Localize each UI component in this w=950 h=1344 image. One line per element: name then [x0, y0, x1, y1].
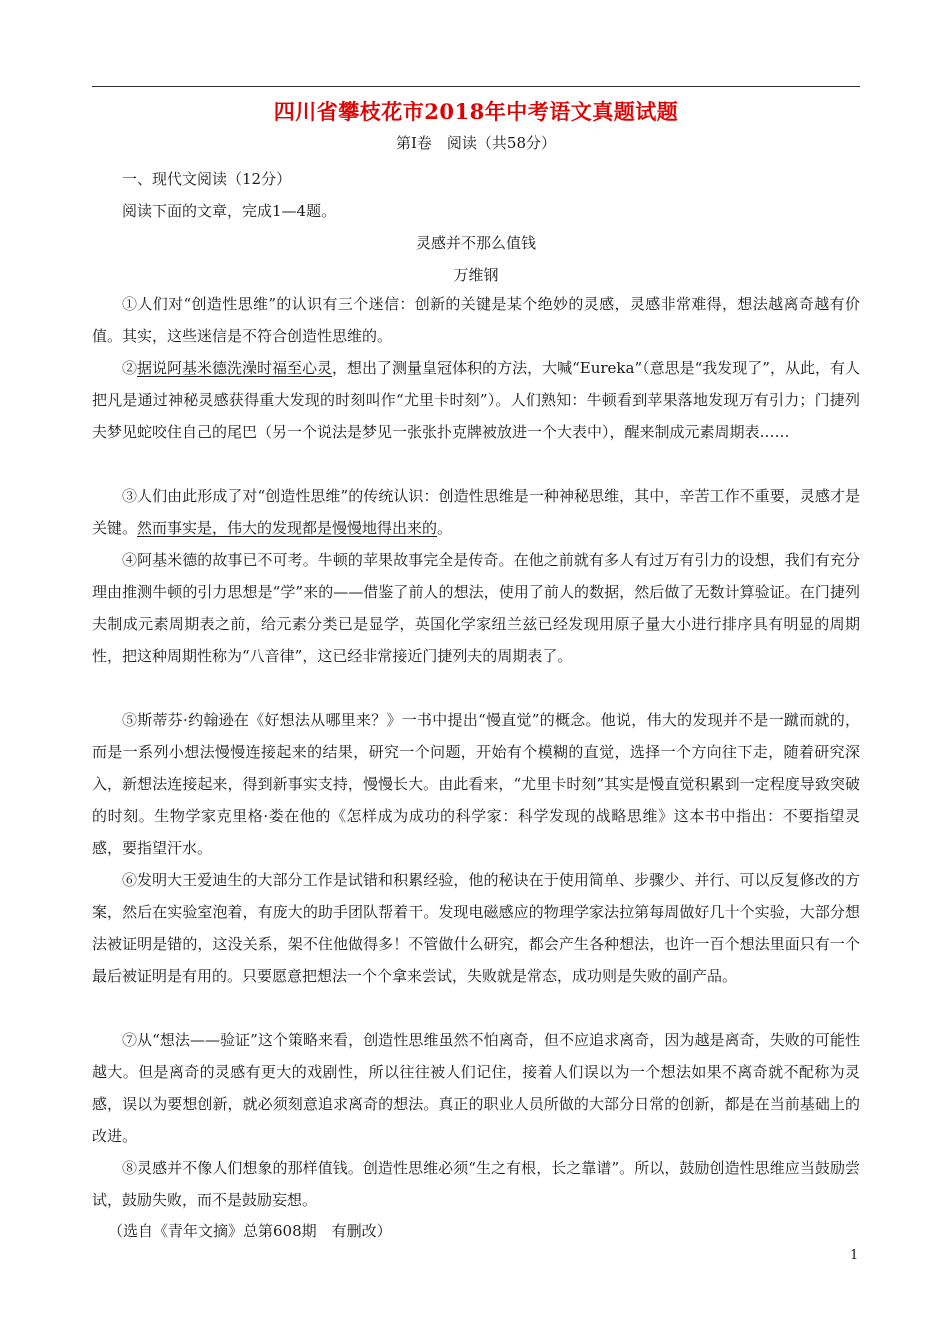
article-title: 灵感并不那么值钱: [415, 234, 536, 252]
paragraph-3-end: 。: [437, 519, 453, 537]
page-number: 1: [850, 1248, 859, 1263]
page-title: 四川省攀枝花市2018年中考语文真题试题: [273, 99, 679, 124]
section-subtitle: 第Ⅰ卷 阅读（共58分）: [395, 134, 556, 152]
paragraph-4: ④阿基米德的故事已不可考。牛顿的苹果故事完全是传奇。在他之前就有多人有过万有引力的设想，我们有充分理由推测牛顿的引力思想是“学”来的——借鉴了前人的想法，使用了前人的数据，然后做了无数计算验证。在门捷列夫制成元素周期表之前，给元素分类已是显学，英国化学家纽兰兹已经发现用原子量大小进行排序具有明显的周期性，把这种周期性称为“八音律”，这已经非常接近门捷列夫的周期表了。: [92, 551, 860, 665]
paragraph-2-underlined: 据说阿基米德洗澡时福至心灵: [137, 359, 333, 377]
paragraph-8: ⑧灵感并不像人们想象的那样值钱。创造性思维必须“生之有根，长之靠谱”。所以，鼓励创造性思维应当鼓励尝试，鼓励失败，而不是鼓励妄想。: [92, 1159, 860, 1209]
instruction-text: 阅读下面的文章，完成1—4题。: [122, 202, 337, 220]
paragraph-3: [92, 480, 860, 544]
paragraph-5: ⑤斯蒂芬·约翰逊在《好想法从哪里来？》一书中提出“慢直觉”的概念。他说，伟大的发现并不是一蹴而就的，而是一系列小想法慢慢连接起来的结果，研究一个问题，开始有个模糊的直觉，选择一个方向往下走，随着研究深入，新想法连接起来，得到新事实支持，慢慢长大。由此看来，“尤里卡时刻”其实是慢直觉积累到一定程度导致突破的时刻。生物学家克里格·娄在他的《怎样成为成功的科学家：科学发现的战略思维》这本书中指出：不要指望灵感，要指望汗水。: [92, 711, 860, 857]
paragraph-7: ⑦从“想法——验证”这个策略来看，创造性思维虽然不怕离奇，但不应追求离奇，因为越是离奇，失败的可能性越大。但是离奇的灵感有更大的戏剧性，所以往往被人们记住，接着人们误以为一个想法如果不离奇就不配称为灵感，误以为要想创新，就必须刻意追求离奇的想法。真正的职业人员所做的大部分日常的创新，都是在当前基础上的改进。: [92, 1031, 860, 1145]
section-heading: 一、现代文阅读（12分）: [122, 170, 292, 188]
paragraph-6: ⑥发明大王爱迪生的大部分工作是试错和积累经验，他的秘诀在于使用简单、步骤少、并行、可以反复修改的方案，然后在实验室泡着，有庞大的助手团队帮着干。发现电磁感应的物理学家法拉第每周做好几十个实验，大部分想法被证明是错的，这没关系，架不住他做得多！不管做什么研究，都会产生各种想法，也许一百个想法里面只有一个最后被证明是有用的。只要愿意把想法一个个拿来尝试，失败就是常态，成功则是失败的副产品。: [92, 871, 860, 985]
paragraph-3-text: ③人们由此形成了对“创造性思维”的传统认识：创造性思维是一种神秘思维，其中，辛苦工作不重要，灵感才是关键。: [92, 487, 860, 537]
article-author: 万维钢: [453, 266, 499, 284]
header-rule: [92, 86, 860, 87]
paragraph-3-underlined: 然而事实是，伟大的发现都是慢慢地得出来的: [137, 519, 438, 537]
paragraph-2: [92, 352, 860, 448]
paragraph-1: ①人们对“创造性思维”的认识有三个迷信：创新的关键是某个绝妙的灵感，灵感非常难得，想法越离奇越有价值。其实，这些迷信是不符合创造性思维的。: [92, 295, 860, 345]
paragraph-2-number: ②: [122, 359, 138, 377]
paragraph-2-text: ，想出了测量皇冠体积的方法，大喊“Eureka”（意思是“我发现了”，从此，有人把凡是通过神秘灵感获得重大发现的时刻叫作“尤里卡时刻”）。人们熟知：牛顿看到苹果落地发现万有引力；门捷列夫梦见蛇咬住自己的尾巴（另一个说法是梦见一张张扑克牌被放进一个大表中），醒来制成元素周期表……: [92, 359, 860, 441]
source-citation: （选自《青年文摘》总第608期 有删改）: [108, 1222, 392, 1240]
